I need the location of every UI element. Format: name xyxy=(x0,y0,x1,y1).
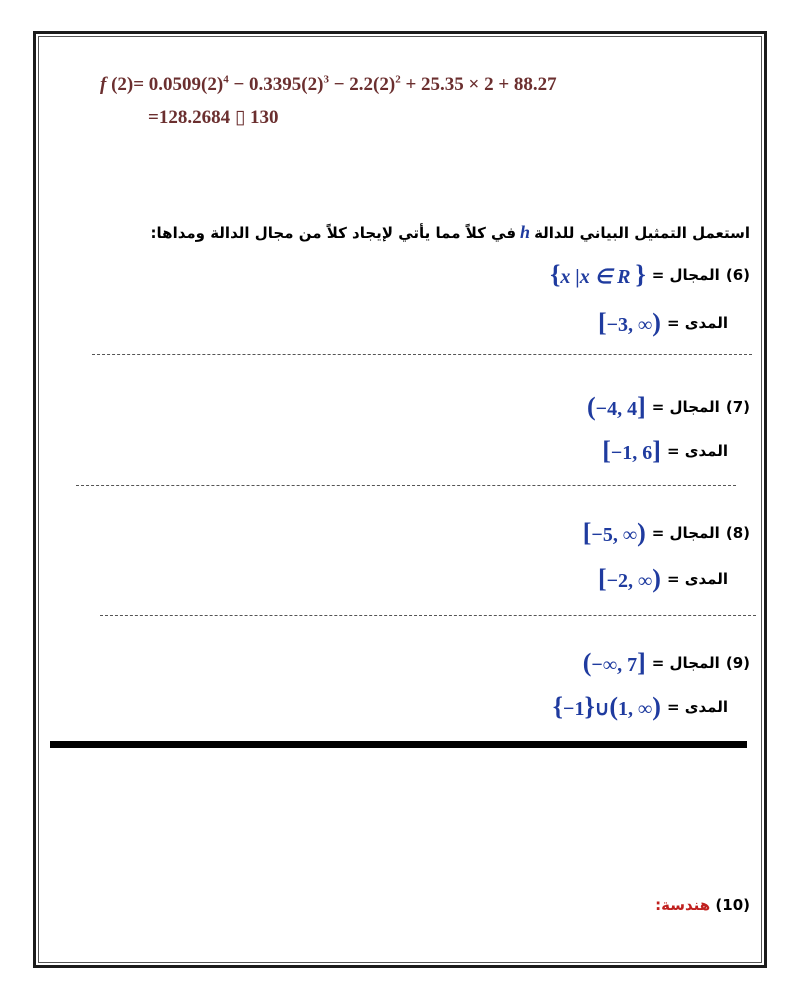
domain-label: المجال = xyxy=(651,398,720,416)
union-symbol: ∪ xyxy=(594,698,610,720)
range-value: [−3, ∞) xyxy=(597,308,661,337)
item-number: (9) xyxy=(725,654,750,672)
item-number: (7) xyxy=(725,398,750,416)
function-variable: h xyxy=(520,222,531,242)
formula-line-2: =128.2684 ▯ 130 xyxy=(148,107,279,128)
domain-label: المجال = xyxy=(651,654,720,672)
range-label: المدى = xyxy=(666,570,728,588)
exponent-2: 2 xyxy=(395,73,401,86)
item-7-range xyxy=(602,436,728,466)
item-6-range xyxy=(598,308,728,338)
range-label: المدى = xyxy=(666,442,728,460)
domain-value: {x |x ∈ R } xyxy=(550,260,646,289)
item-9-domain xyxy=(583,648,750,678)
separator-3 xyxy=(100,615,756,616)
exponent-4: 4 xyxy=(223,73,229,86)
domain-value: (−4, 4] xyxy=(587,392,646,421)
exponent-3: 3 xyxy=(323,73,329,86)
formula-term-1: (2)= 0.0509(2) xyxy=(106,74,224,95)
instruction-text xyxy=(151,222,750,243)
domain-label: المجال = xyxy=(651,524,720,542)
domain-value: (−∞, 7] xyxy=(582,648,646,677)
formula-term-2: − 0.3395(2) xyxy=(228,74,324,95)
item-7-domain xyxy=(587,392,750,422)
domain-label: المجال = xyxy=(651,266,720,284)
item-8-domain xyxy=(583,518,750,548)
formula-line-1 xyxy=(100,74,557,96)
range-value: [−1, 6] xyxy=(602,436,661,465)
section-divider xyxy=(50,741,747,748)
instruction-after: في كلاً مما يأتي لإيجاد كلاً من مجال الدالة ومداها: xyxy=(150,224,517,242)
item-6-domain xyxy=(550,260,750,290)
separator-1 xyxy=(92,354,752,355)
function-symbol: f xyxy=(100,74,107,95)
formula-term-4: + 25.35 × 2 + 88.27 xyxy=(400,74,557,95)
item-number: (6) xyxy=(725,266,750,284)
geometry-label: هندسة: xyxy=(655,896,711,914)
range-value: [−2, ∞) xyxy=(597,564,661,593)
separator-2 xyxy=(76,485,736,486)
page-border-inner xyxy=(38,36,762,963)
item-10-heading xyxy=(655,896,750,914)
item-number: (8) xyxy=(725,524,750,542)
instruction-before: استعمل التمثيل البياني للدالة xyxy=(534,224,750,242)
range-label: المدى = xyxy=(666,698,728,716)
domain-value: [−5, ∞) xyxy=(582,518,646,547)
item-9-range xyxy=(553,692,728,722)
formula-term-3: − 2.2(2) xyxy=(328,74,396,95)
item-8-range xyxy=(598,564,728,594)
item-number: (10) xyxy=(715,896,750,914)
range-value: {−1}∪(1, ∞) xyxy=(552,692,661,721)
range-label: المدى = xyxy=(666,314,728,332)
